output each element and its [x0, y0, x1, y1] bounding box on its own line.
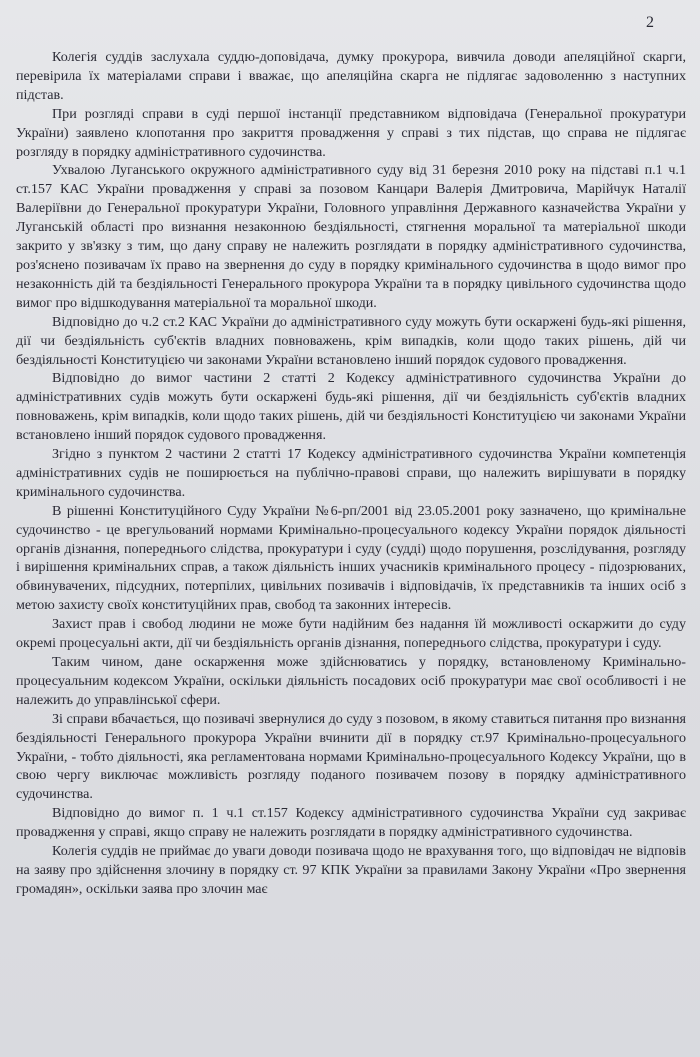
paragraph: Відповідно до вимог частини 2 статті 2 Кодексу адміністративного судочинства України до адміністративних судів можуть бути оскаржені будь-які рішення, дії чи бездіяльність суб'єктів владних повноважень, крім випадків, коли щодо таких рішень, дій чи бездіяльності Конституцією чи законами України встановлено інший порядок судового провадження. [16, 370, 686, 444]
paragraph: Захист прав і свобод людини не може бути надійним без надання їй можливості оскаржити до суду окремі процесуальні акти, дії чи бездіяльність органів дізнання, попереднього слідства, прокуратури і суду. [16, 616, 686, 652]
paragraph: Зі справи вбачається, що позивачі звернулися до суду з позовом, в якому ставиться питання про визнання бездіяльності Генерального прокурора України вчинити дії в порядку ст.97 Кримінально-процесуального України, - тобто діяльності, яка регламентована нормами Кримінально-процесуального Кодексу України, що в свою чергу виключає можливість розгляду поданого позивачем позову в порядку адміністративного судочинства. [16, 710, 686, 803]
paragraph: При розгляді справи в суді першої інстанції представником відповідача (Генеральної прокуратури України) заявлено клопотання про закриття провадження у справі з тих підстав, що справа не підлягає розгляду в порядку адміністративного судочинства. [16, 105, 686, 160]
paragraph: В рішенні Конституційного Суду України №6-рп/2001 від 23.05.2001 року зазначено, що кримінальне судочинство - це врегульований нормами Кримінально-процесуального кодексу України порядок діяльності органів дізнання, попереднього слідства, прокуратури і суду (судді) щодо порушення, розслідування, розгляду і вирішення кримінальних справ, а також діяльність інших учасників кримінального процесу - підозрюваних, обвинувачених, підсудних, потерпілих, цивільних позивачів і відповідачів, їх представників та інших осіб з метою захисту своїх конституційних прав, свобод та законних інтересів. [16, 502, 686, 614]
paragraph: Колегія суддів не приймає до уваги доводи позивача щодо не врахування того, що відповідач не відповів на заяву про здійснення злочину в порядку ст. 97 КПК України за правилами Закону України «Про звернення громадян», оскільки заява про злочин має [16, 843, 686, 897]
paragraph: Колегія суддів заслухала суддю-доповідача, думку прокурора, вивчила доводи апеляційної скарги, перевірила їх матеріалами справи і вважає, що апеляційна скарга не підлягає задоволенню з наступних підстав. [16, 49, 686, 103]
paragraph: Ухвалою Луганського окружного адміністративного суду від 31 березня 2010 року на підставі п.1 ч.1 ст.157 КАС України провадження у справі за позовом Канцари Валерія Дмитровича, Марійчук Наталії Валеріївни до Генеральної прокуратури України, Головного управління Державного казначейства України у Луганській області про визнання незаконною бездіяльності, стягнення моральної та матеріальної шкоди закрито у зв'язку з тим, що дану справу не належить розглядати в порядку адміністративного судочинства, роз'яснено позивачам їх право на звернення до суду в порядку кримінального судочинства в щодо вимог про незаконність дій та бездіяльності Генерального прокурора України та в порядку цивільного судочинства щодо вимог про відшкодування матеріальної та моральної шкоди. [16, 162, 686, 311]
document-body [16, 48, 686, 899]
page-number: 2 [646, 14, 654, 31]
paragraph: Таким чином, дане оскарження може здійснюватись у порядку, встановленому Кримінально-процесуальним кодексом України, оскільки діяльність посадових осіб прокуратури має свої особливості і не належить до управлінської сфери. [16, 654, 686, 708]
paragraph: Відповідно до ч.2 ст.2 КАС України до адміністративного суду можуть бути оскаржені будь-які рішення, дії чи бездіяльність суб'єктів владних повноважень, крім випадків, коли щодо таких рішень, дій чи бездіяльності Конституцією чи законами України встановлено інший порядок судового провадження. [16, 313, 686, 368]
paragraph: Відповідно до вимог п. 1 ч.1 ст.157 Кодексу адміністративного судочинства України суд закриває провадження у справі, якщо справу не належить розглядати в порядку адміністративного судочинства. [16, 805, 686, 841]
paragraph: Згідно з пунктом 2 частини 2 статті 17 Кодексу адміністративного судочинства України компетенція адміністративних судів не поширюється на публічно-правові справи, що належить вирішувати в порядку кримінального судочинства. [16, 446, 686, 500]
